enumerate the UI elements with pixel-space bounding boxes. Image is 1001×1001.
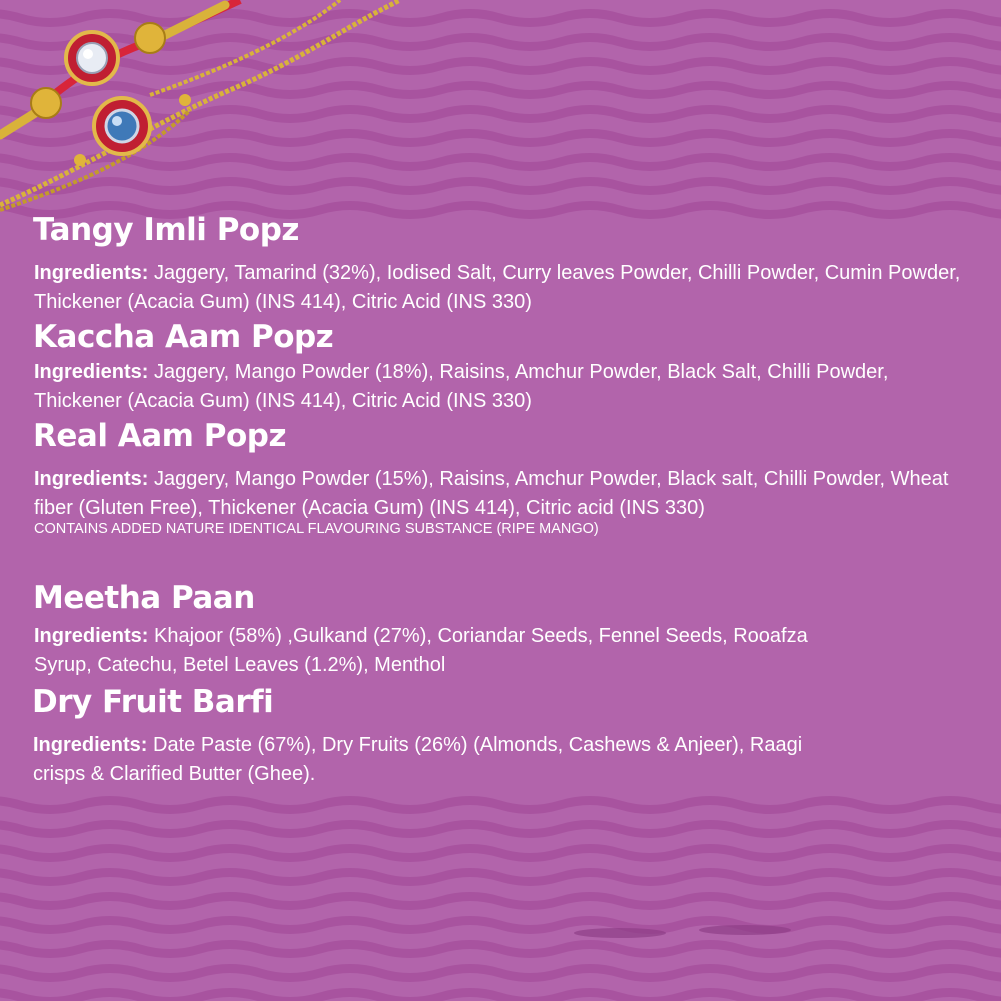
flavouring-note: CONTAINS ADDED NATURE IDENTICAL FLAVOURING SUBSTANCE (RIPE MANGO) [34,521,599,537]
product-title-tangy-imli-popz: Tangy Imli Popz [33,212,299,248]
ingredients-label: Ingredients: [34,468,149,490]
ingredients-meetha-paan [34,622,834,679]
ingredients-real-aam-popz [34,465,984,522]
product-title-real-aam-popz: Real Aam Popz [33,418,286,454]
ingredients-text: Jaggery, Mango Powder (18%), Raisins, Amchur Powder, Black Salt, Chilli Powder, Thickener (Acacia Gum) (INS 414), Citric Acid (INS 330) [34,361,889,412]
product-title-kaccha-aam-popz: Kaccha Aam Popz [33,319,334,355]
ingredients-text: Date Paste (67%), Dry Fruits (26%) (Almonds, Cashews & Anjeer), Raagi crisps & Clarified Butter (Ghee). [33,734,803,785]
ingredients-tangy-imli-popz [34,259,974,316]
ingredients-text: Jaggery, Mango Powder (15%), Raisins, Amchur Powder, Black salt, Chilli Powder, Wheat fiber (Gluten Free), Thickener (Acacia Gum) (INS 414), Citric acid (INS 330) [34,468,949,519]
ingredients-label: Ingredients: [34,262,149,284]
ingredients-dry-fruit-barfi [33,731,853,788]
product-title-meetha-paan: Meetha Paan [33,580,255,616]
ingredients-text: Jaggery, Tamarind (32%), Iodised Salt, Curry leaves Powder, Chilli Powder, Cumin Powder, Thickener (Acacia Gum) (INS 414), Citric Acid (INS 330) [34,262,961,313]
ingredients-label: Ingredients: [34,625,149,647]
ingredients-text: Khajoor (58%) ,Gulkand (27%), Coriandar Seeds, Fennel Seeds, Rooafza Syrup, Catechu, Betel Leaves (1.2%), Menthol [34,625,808,676]
ingredients-kaccha-aam-popz [34,358,954,415]
ingredients-label: Ingredients: [34,361,149,383]
ingredients-label: Ingredients: [33,734,148,756]
product-title-dry-fruit-barfi: Dry Fruit Barfi [32,684,274,720]
